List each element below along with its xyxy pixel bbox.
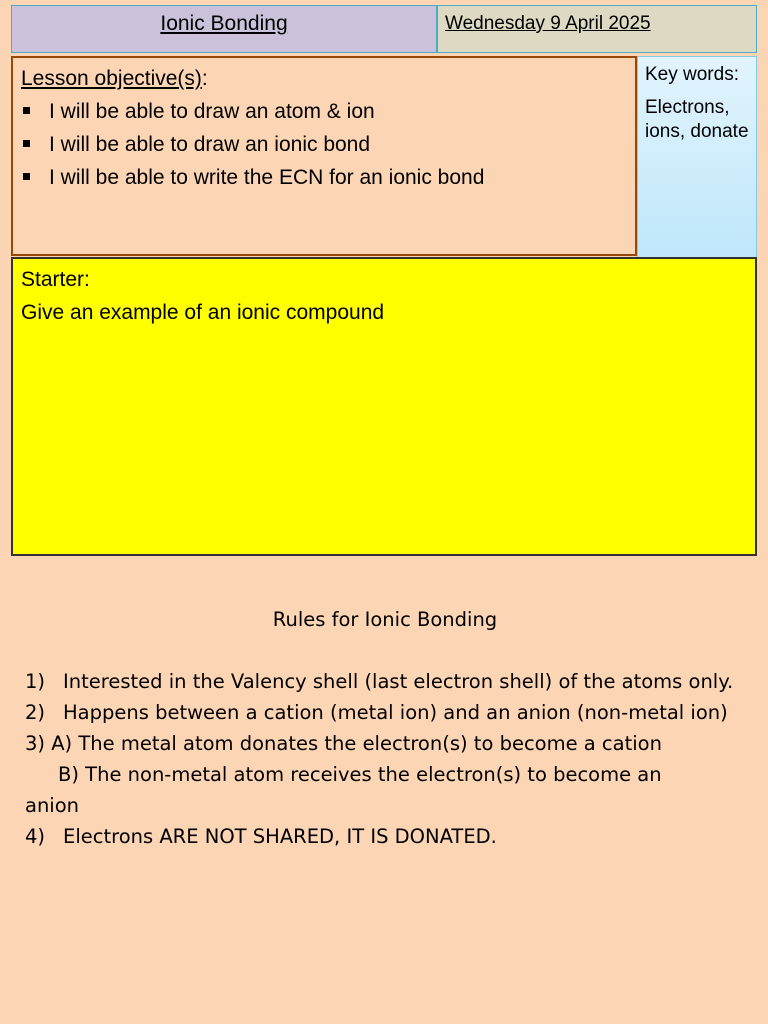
objectives-heading-text: Lesson objective(s) [21, 67, 202, 90]
rule-item-3b: B) The non-metal atom receives the electron(s) to become an [58, 763, 662, 786]
rule-text: Electrons ARE NOT SHARED, IT IS DONATED. [63, 825, 497, 848]
rule-number: 2) [25, 701, 46, 724]
rule-number: 4) [25, 825, 46, 848]
rule-item-3b-continued: anion [25, 794, 80, 817]
rule-text: Interested in the Valency shell (last electron shell) of the atoms only. [63, 670, 734, 693]
date-box [437, 5, 757, 53]
square-bullet-icon [23, 173, 30, 180]
rules-section [25, 604, 745, 852]
rule-text: Happens between a cation (metal ion) and an anion (non-metal ion) [63, 701, 728, 724]
objective-item [21, 95, 627, 128]
objective-text: I will be able to write the ECN for an ionic bond [49, 166, 485, 189]
keywords-box [637, 56, 757, 258]
starter-box [11, 257, 757, 556]
rule-number: 1) [25, 670, 46, 693]
starter-question: Give an example of an ionic compound [21, 301, 385, 324]
lesson-date: Wednesday 9 April 2025 [445, 13, 651, 34]
square-bullet-icon [23, 140, 30, 147]
objectives-list [21, 95, 627, 194]
keywords-heading: Key words: [645, 64, 739, 85]
objective-text: I will be able to draw an atom & ion [49, 100, 375, 123]
objective-item [21, 161, 627, 194]
lesson-title: Ionic Bonding [160, 12, 288, 35]
rules-title: Rules for Ionic Bonding [272, 608, 498, 631]
keywords-values: Electrons, ions, donate [645, 97, 749, 142]
objectives-heading [21, 64, 627, 94]
rule-item [25, 666, 745, 697]
rule-item [25, 697, 745, 728]
objectives-heading-colon: : [201, 67, 208, 90]
objectives-box [11, 56, 637, 256]
square-bullet-icon [23, 107, 30, 114]
rule-item [25, 821, 745, 852]
objective-text: I will be able to draw an ionic bond [49, 133, 371, 156]
lesson-title-box [11, 5, 437, 53]
starter-label: Starter: [21, 268, 90, 291]
objective-item [21, 128, 627, 161]
rule-item-3a: 3) A) The metal atom donates the electron(s) to become a cation [25, 732, 662, 755]
